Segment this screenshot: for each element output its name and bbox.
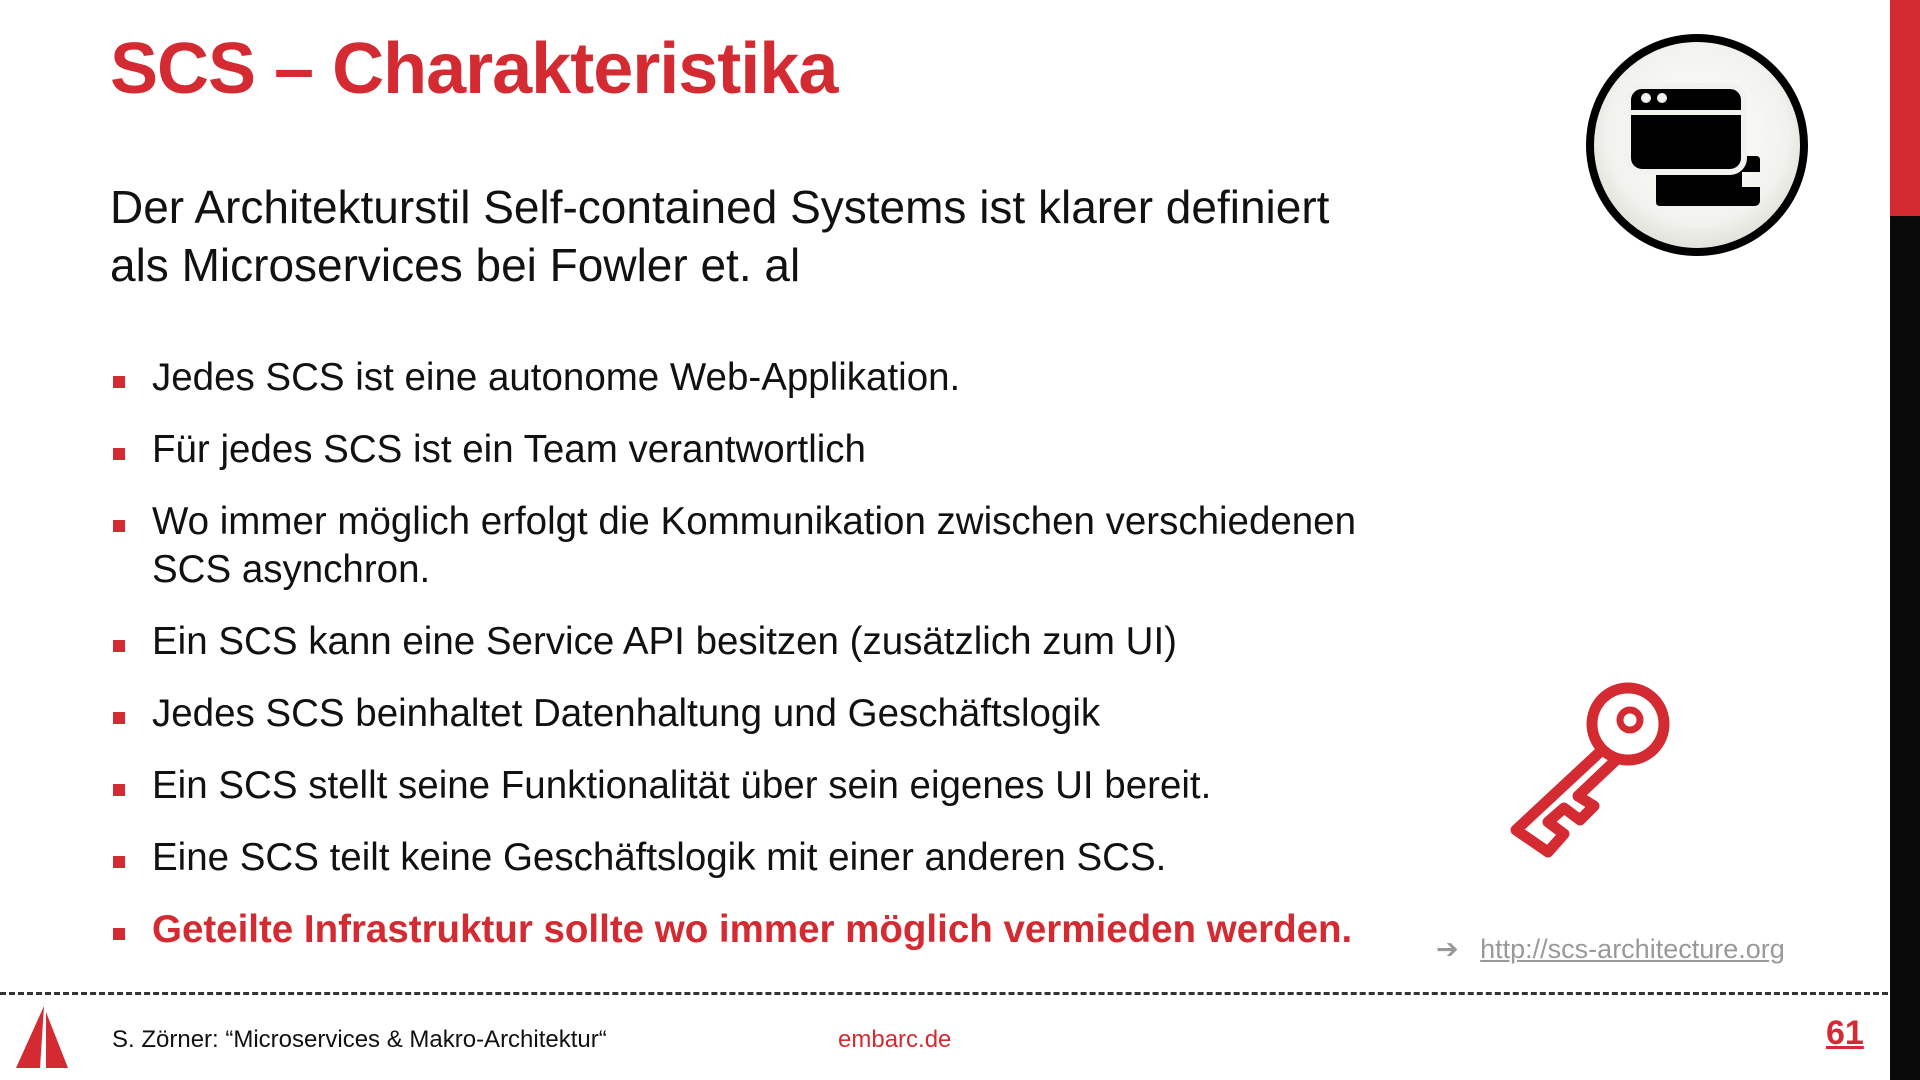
square-bullet-icon: [113, 376, 125, 388]
subtitle-line-2: als Microservices bei Fowler et. al: [110, 239, 801, 291]
square-bullet-icon: [113, 928, 125, 940]
scs-architecture-link[interactable]: [1436, 934, 1785, 965]
square-bullet-icon: [113, 640, 125, 652]
slide-title: SCS – Charakteristika: [110, 29, 838, 109]
embarc-logo: [14, 1006, 70, 1068]
bullet-text-highlighted: Geteilte Infrastruktur sollte wo immer möglich vermieden werden.: [152, 908, 1353, 951]
side-dark-bar: [1890, 216, 1920, 1080]
bullet-item: [110, 690, 1440, 738]
footer-author: S. Zörner: “Microservices & Makro-Architektur“: [112, 1026, 607, 1053]
square-bullet-icon: [113, 784, 125, 796]
arrow-right-icon: ➔: [1436, 934, 1459, 964]
bullet-text: Jedes SCS ist eine autonome Web-Applikation.: [152, 356, 961, 399]
bullet-item: [110, 762, 1440, 810]
square-bullet-icon: [113, 520, 125, 532]
link-url[interactable]: http://scs-architecture.org: [1480, 934, 1785, 964]
bullet-list: [110, 354, 1440, 978]
key-shape: [1516, 688, 1664, 852]
square-bullet-icon: [113, 712, 125, 724]
bullet-text: Wo immer möglich erfolgt die Kommunikation zwischen verschiedenen SCS asynchron.: [152, 500, 1357, 591]
footer-divider: [0, 992, 1888, 995]
bullet-item: [110, 354, 1440, 402]
bullet-text: Jedes SCS beinhaltet Datenhaltung und Geschäftslogik: [152, 692, 1101, 735]
browser-windows-icon: [1584, 32, 1810, 258]
bullet-item: [110, 498, 1440, 594]
bullet-item: [110, 834, 1440, 882]
bullet-item: [110, 618, 1440, 666]
subtitle-line-1: Der Architekturstil Self-contained Systems ist klarer definiert: [110, 181, 1330, 233]
bullet-text: Ein SCS kann eine Service API besitzen (zusätzlich zum UI): [152, 620, 1177, 663]
bullet-text: Für jedes SCS ist ein Team verantwortlich: [152, 428, 866, 471]
bullet-item: [110, 426, 1440, 474]
side-accent-bar: [1890, 0, 1920, 216]
bullet-text: Eine SCS teilt keine Geschäftslogik mit einer anderen SCS.: [152, 836, 1167, 879]
bullet-text: Ein SCS stellt seine Funktionalität über sein eigenes UI bereit.: [152, 764, 1212, 807]
logo-sail-right: [46, 1012, 68, 1068]
page-number: 61: [1826, 1014, 1864, 1052]
bullet-item-highlighted: [110, 906, 1440, 954]
square-bullet-icon: [113, 448, 125, 460]
footer-site: embarc.de: [838, 1026, 952, 1053]
slide-subtitle: [110, 178, 1430, 294]
square-bullet-icon: [113, 856, 125, 868]
key-icon: [1508, 678, 1674, 858]
key-hole: [1620, 710, 1640, 730]
logo-sail-left: [16, 1006, 44, 1068]
